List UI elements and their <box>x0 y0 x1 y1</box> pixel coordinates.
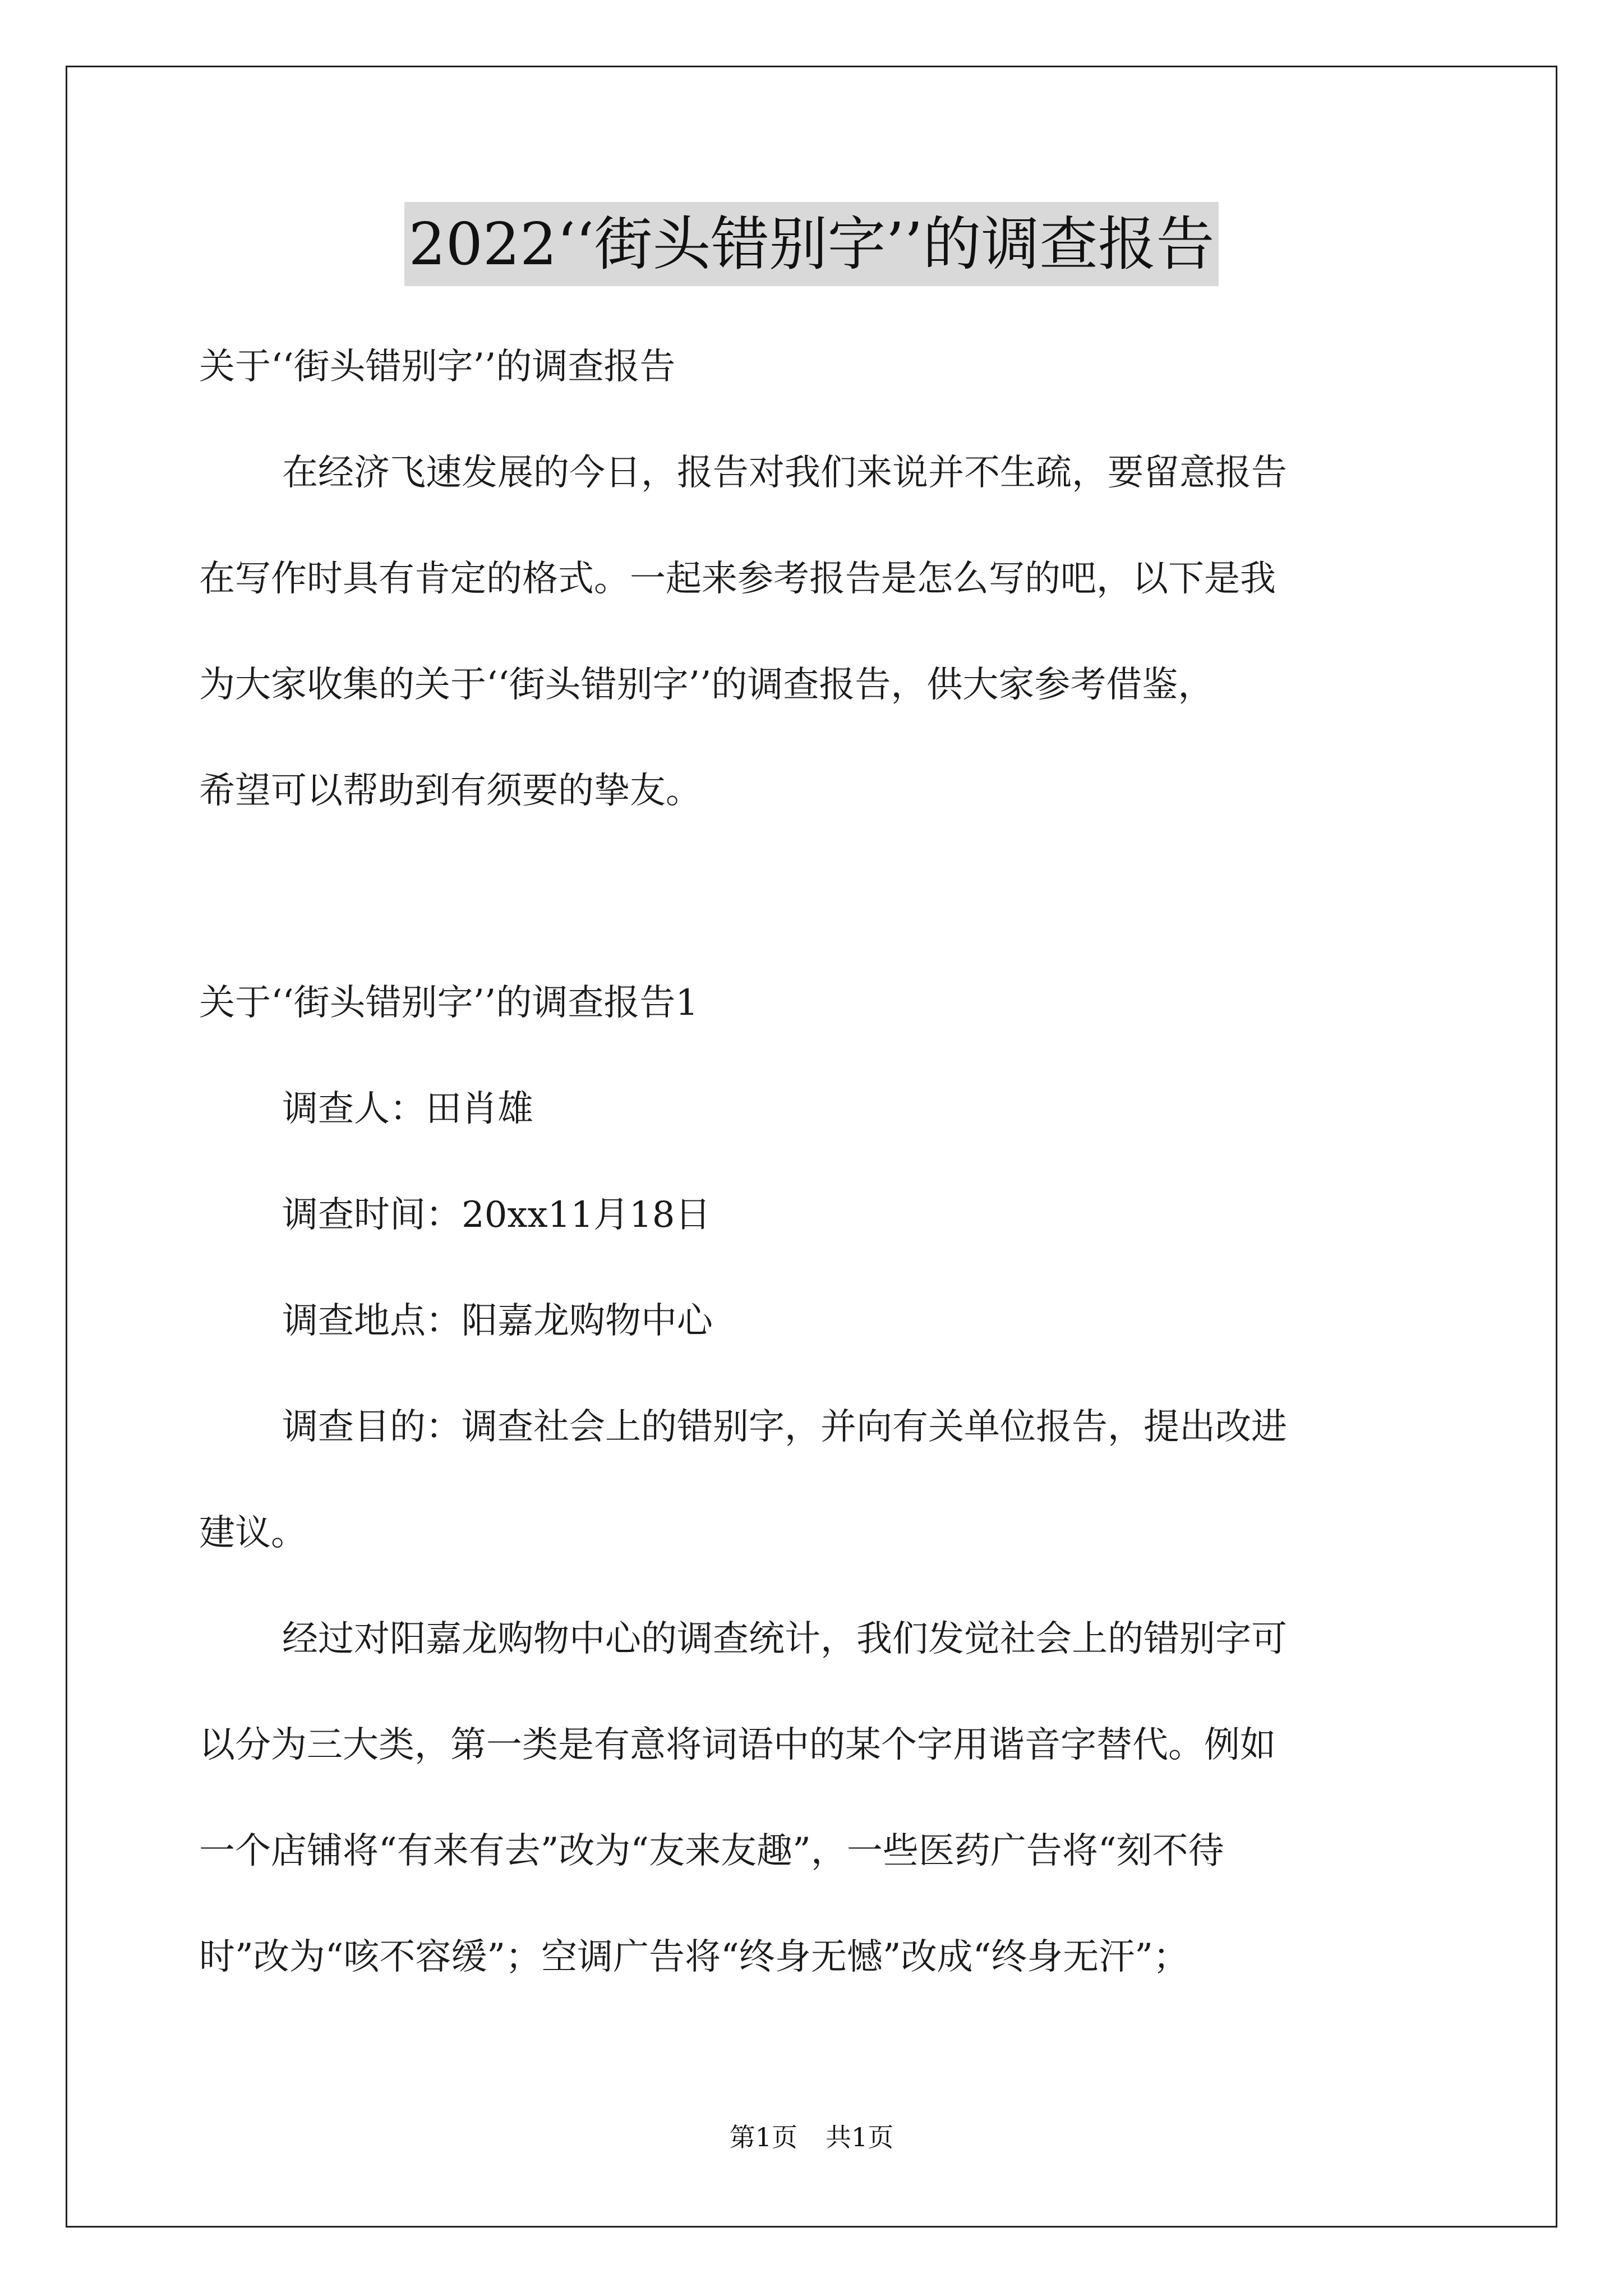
report-heading: 关于‘‘街头错别字’’的调查报告1 <box>199 982 699 1024</box>
findings-paragraph-line: 一个店铺将“有来有去”改为“友来友趣”，一些医药广告将“刻不待 <box>199 1830 1224 1872</box>
findings-paragraph-line: 经过对阳嘉龙购物中心的调查统计，我们发觉社会上的错别字可 <box>282 1618 1287 1660</box>
document-title: 2022‘‘街头错别字’’的调查报告 <box>404 202 1219 286</box>
findings-paragraph-line: 时”改为“咳不容缓”；空调广告将“终身无憾”改成“终身无汗”； <box>199 1936 1189 1978</box>
intro-paragraph-line: 为大家收集的关于‘‘街头错别字’’的调查报告，供大家参考借鉴， <box>199 664 1214 706</box>
investigator-line: 调查人：田肖雄 <box>282 1088 533 1130</box>
findings-paragraph-line: 以分为三大类，第一类是有意将词语中的某个字用谐音字替代。例如 <box>199 1724 1276 1766</box>
title-container <box>0 202 1623 286</box>
section-heading: 关于‘‘街头错别字’’的调查报告 <box>199 346 676 388</box>
intro-paragraph-line: 在经济飞速发展的今日，报告对我们来说并不生疏，要留意报告 <box>282 452 1287 494</box>
survey-purpose-line: 调查目的：调查社会上的错别字，并向有关单位报告，提出改进 <box>282 1406 1287 1448</box>
page-total: 共1页 <box>826 2122 894 2152</box>
survey-time-line: 调查时间：20xx11月18日 <box>282 1194 711 1236</box>
page-number: 第1页 <box>729 2122 797 2152</box>
intro-paragraph-line: 希望可以帮助到有须要的挚友。 <box>199 770 702 812</box>
survey-location-line: 调查地点：阳嘉龙购物中心 <box>282 1300 713 1342</box>
intro-paragraph-line: 在写作时具有肯定的格式。一起来参考报告是怎么写的吧，以下是我 <box>199 558 1276 600</box>
survey-purpose-line: 建议。 <box>199 1512 307 1554</box>
page-footer <box>0 2120 1623 2154</box>
paragraph-gap <box>199 844 1467 950</box>
document-body <box>199 314 1467 2010</box>
